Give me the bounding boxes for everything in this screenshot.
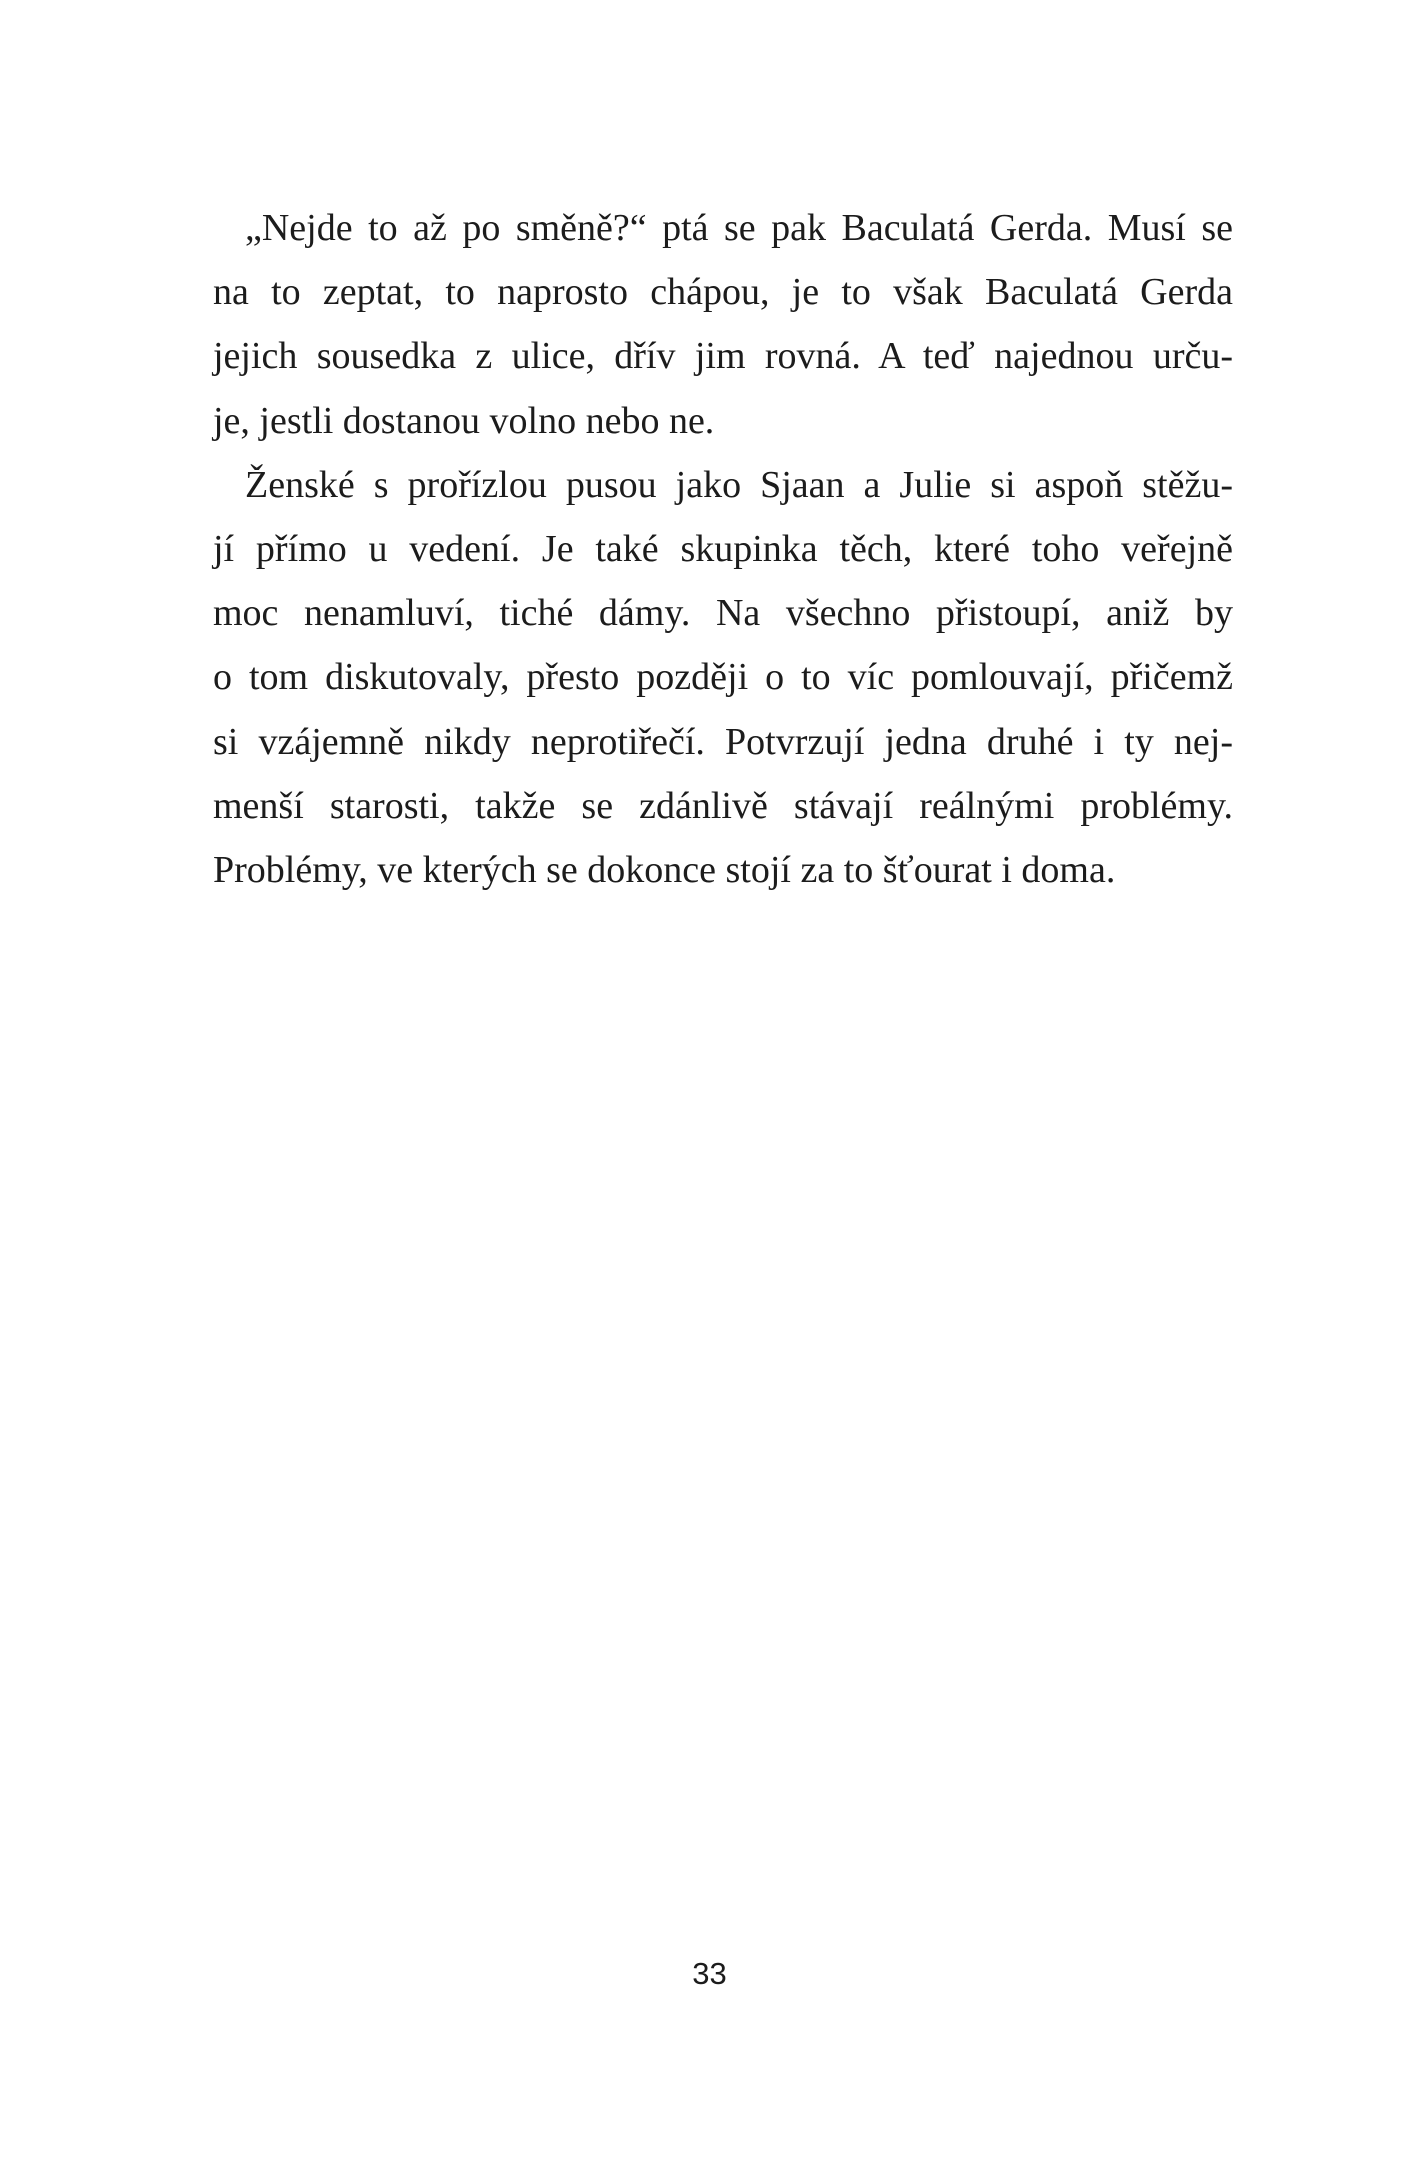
text-line: jejich sousedka z ulice, dřív jim rovná. A teď najednou urču- (213, 335, 1233, 378)
paragraph-2 (213, 453, 1233, 902)
text-line: o tom diskutovaly, přesto později o to víc pomlouvají, přičemž (213, 656, 1233, 699)
text-line: moc nenamluví, tiché dámy. Na všechno přistoupí, aniž by (213, 592, 1233, 635)
text-line: na to zeptat, to naprosto chápou, je to však Baculatá Gerda (213, 271, 1233, 314)
text-line: Ženské s prořízlou pusou jako Sjaan a Julie si aspoň stěžu- (245, 463, 1233, 506)
body-text (213, 196, 1233, 902)
text-line: „Nejde to až po směně?“ ptá se pak Baculatá Gerda. Musí se (245, 207, 1233, 249)
text-line: je, jestli dostanou volno nebo ne. (213, 399, 715, 442)
text-line: menší starosti, takže se zdánlivě stávají reálnými problémy. (213, 784, 1233, 827)
text-line: si vzájemně nikdy neprotiřečí. Potvrzují jedna druhé i ty nej- (213, 720, 1233, 763)
text-line: Problémy, ve kterých se dokonce stojí za to šťourat i doma. (213, 848, 1116, 891)
paragraph-1 (213, 196, 1233, 453)
text-line: jí přímo u vedení. Je také skupinka těch, které toho veřejně (213, 527, 1233, 570)
page-number: 33 (692, 1956, 727, 1991)
